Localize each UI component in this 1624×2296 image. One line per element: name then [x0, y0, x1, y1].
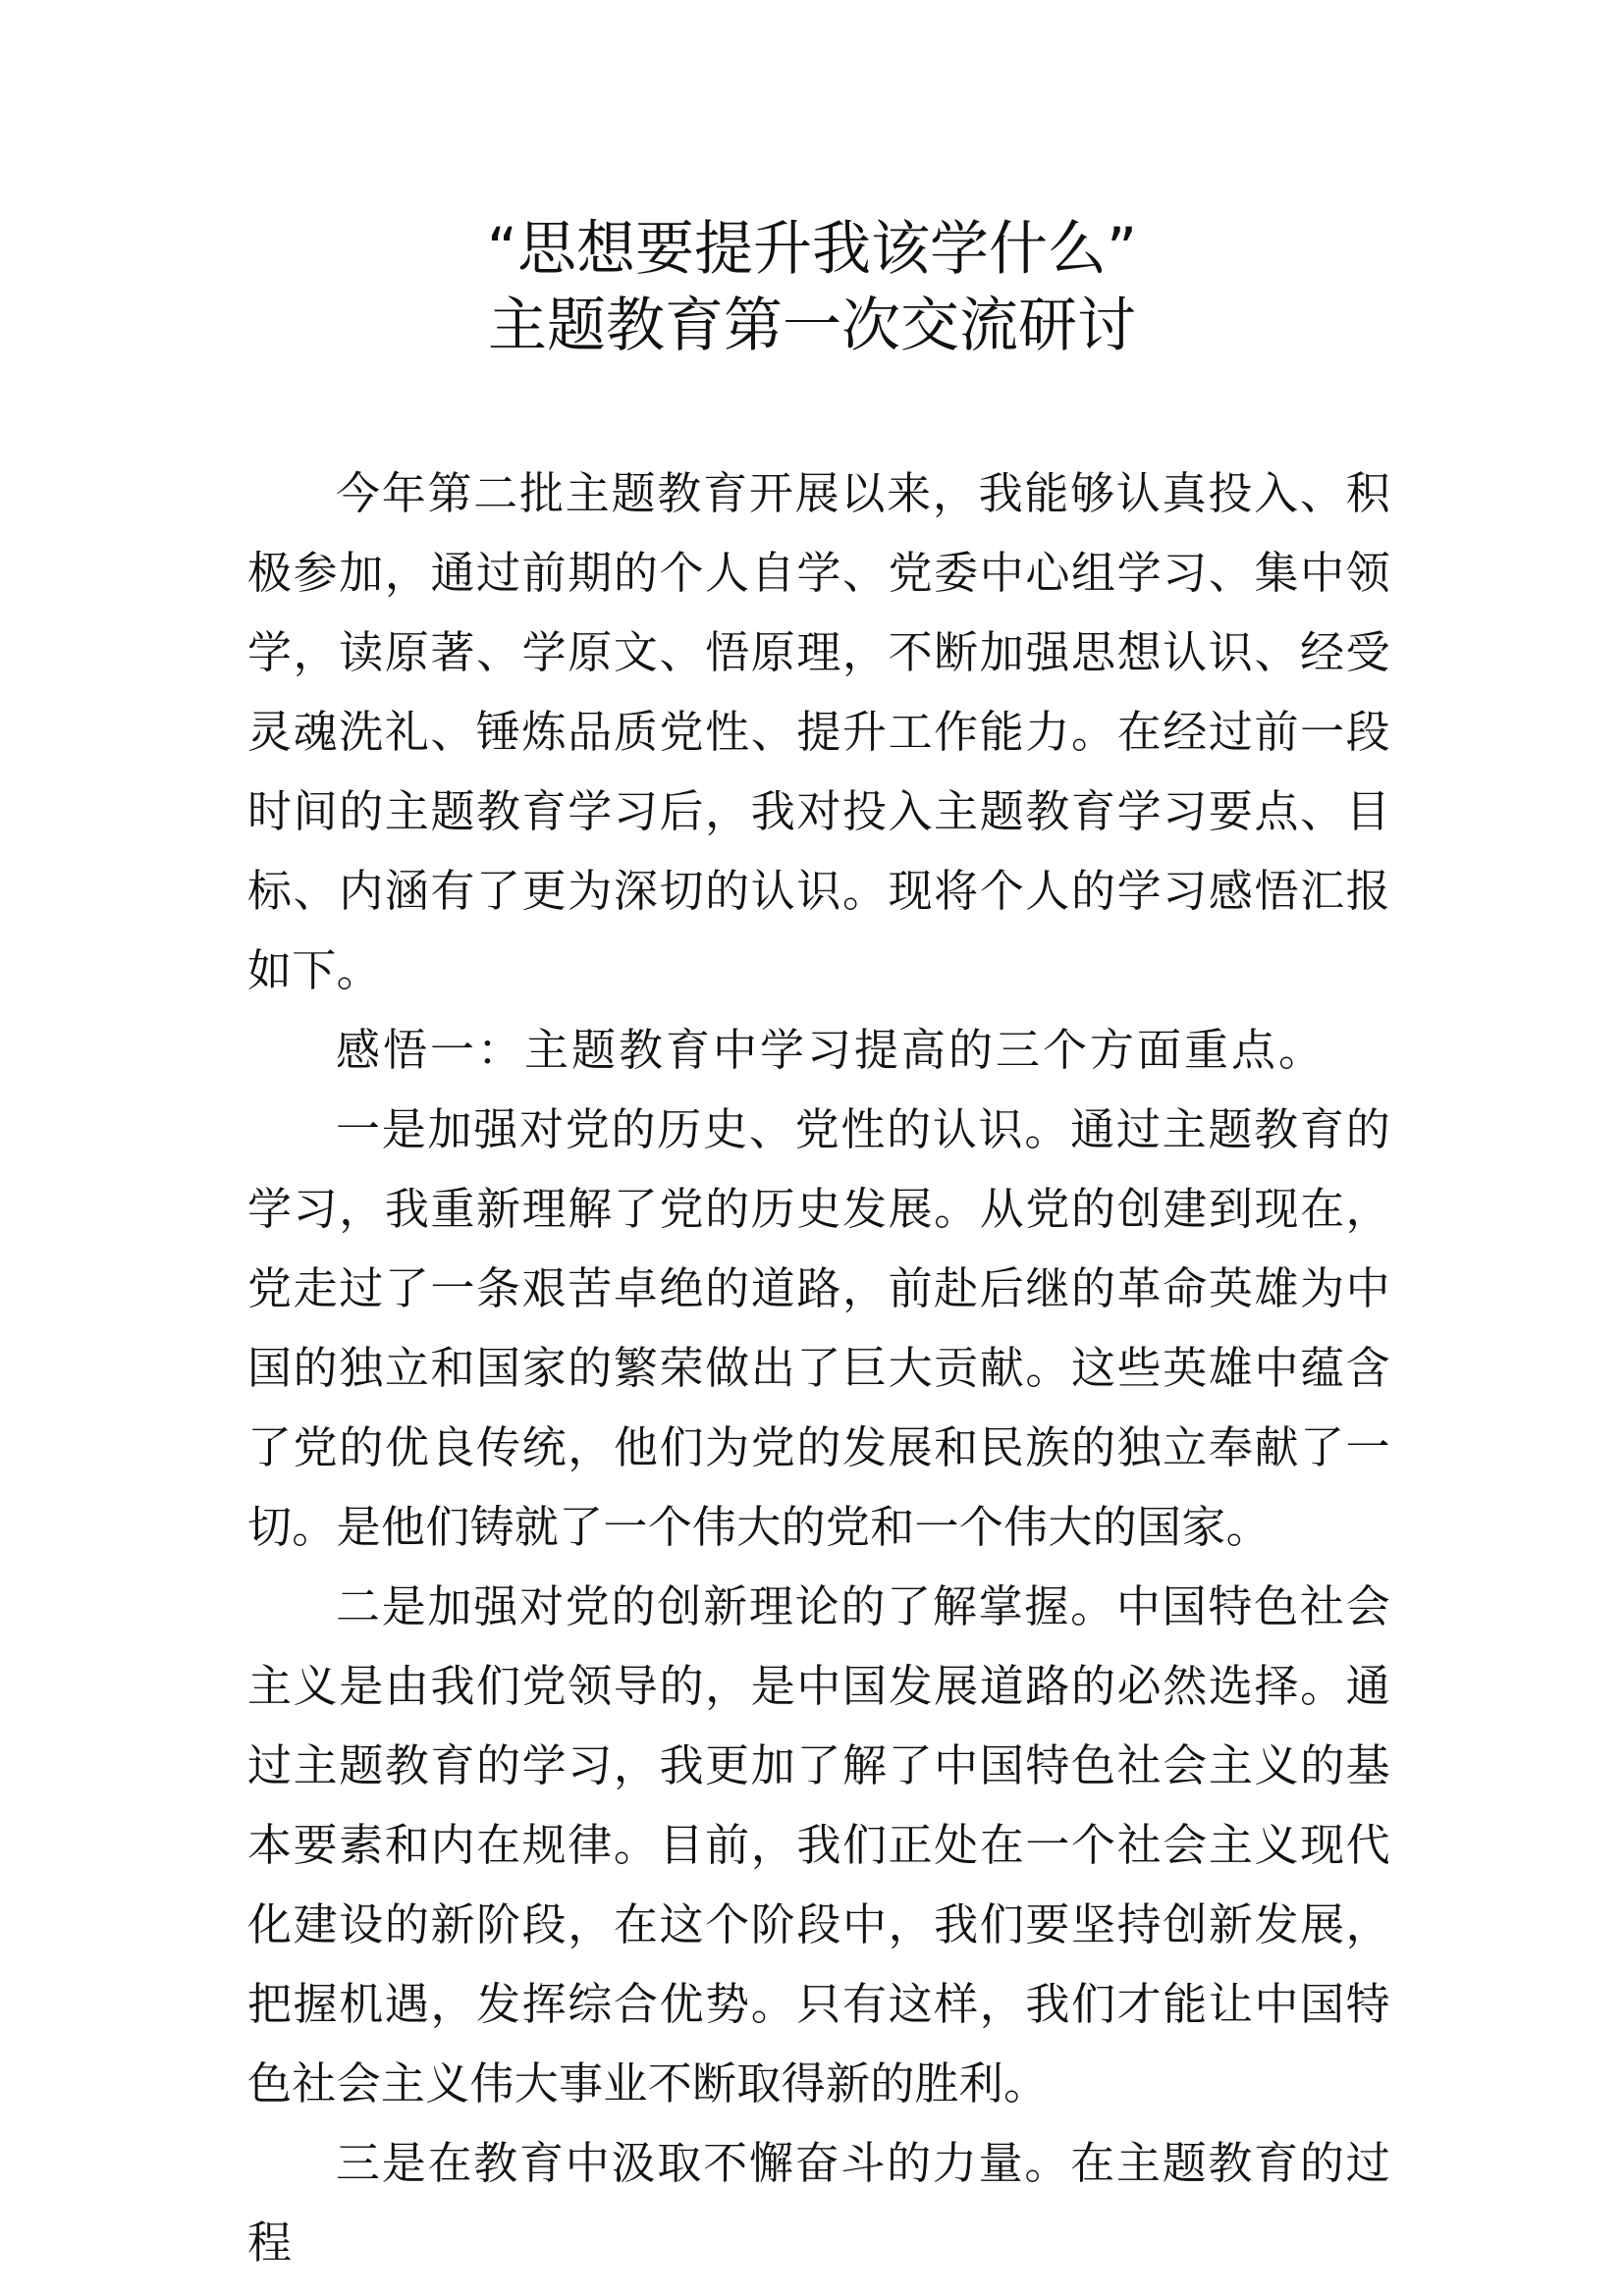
section-heading-1: 感悟一：主题教育中学习提高的三个方面重点。: [336, 1024, 1326, 1076]
paragraph-intro: 今年第二批主题教育开展以来，我能够认真投入、积极参加，通过前期的个人自学、党委中心组学习、集中领学，读原著、学原文、悟原理，不断加强思想认识、经受灵魂洗礼、锤炼品质党性、提升工作能力。在经过前一段时间的主题教育学习后，我对投入主题教育学习要点、目标、内涵有了更为深切的认识。现将个人的学习感悟汇报如下。: [247, 467, 1390, 996]
document-body: [247, 454, 1390, 2282]
document-title: [0, 211, 1624, 364]
title-line-1: “思想要提升我该学什么”: [486, 215, 1138, 284]
paragraph-point-3: 三是在教育中汲取不懈奋斗的力量。在主题教育的过程: [247, 2137, 1390, 2269]
paragraph-point-1: 一是加强对党的历史、党性的认识。通过主题教育的学习，我重新理解了党的历史发展。从党的创建到现在，党走过了一条艰苦卓绝的道路，前赴后继的革命英雄为中国的独立和国家的繁荣做出了巨大贡献。这些英雄中蕴含了党的优良传统，他们为党的发展和民族的独立奉献了一切。是他们铸就了一个伟大的党和一个伟大的国家。: [247, 1103, 1390, 1553]
title-line-2: 主题教育第一次交流研讨: [488, 292, 1136, 360]
paragraph-point-2: 二是加强对党的创新理论的了解掌握。中国特色社会主义是由我们党领导的，是中国发展道路的必然选择。通过主题教育的学习，我更加了解了中国特色社会主义的基本要素和内在规律。目前，我们正处在一个社会主义现代化建设的新阶段，在这个阶段中，我们要坚持创新发展，把握机遇，发挥综合优势。只有这样，我们才能让中国特色社会主义伟大事业不断取得新的胜利。: [247, 1580, 1390, 2109]
